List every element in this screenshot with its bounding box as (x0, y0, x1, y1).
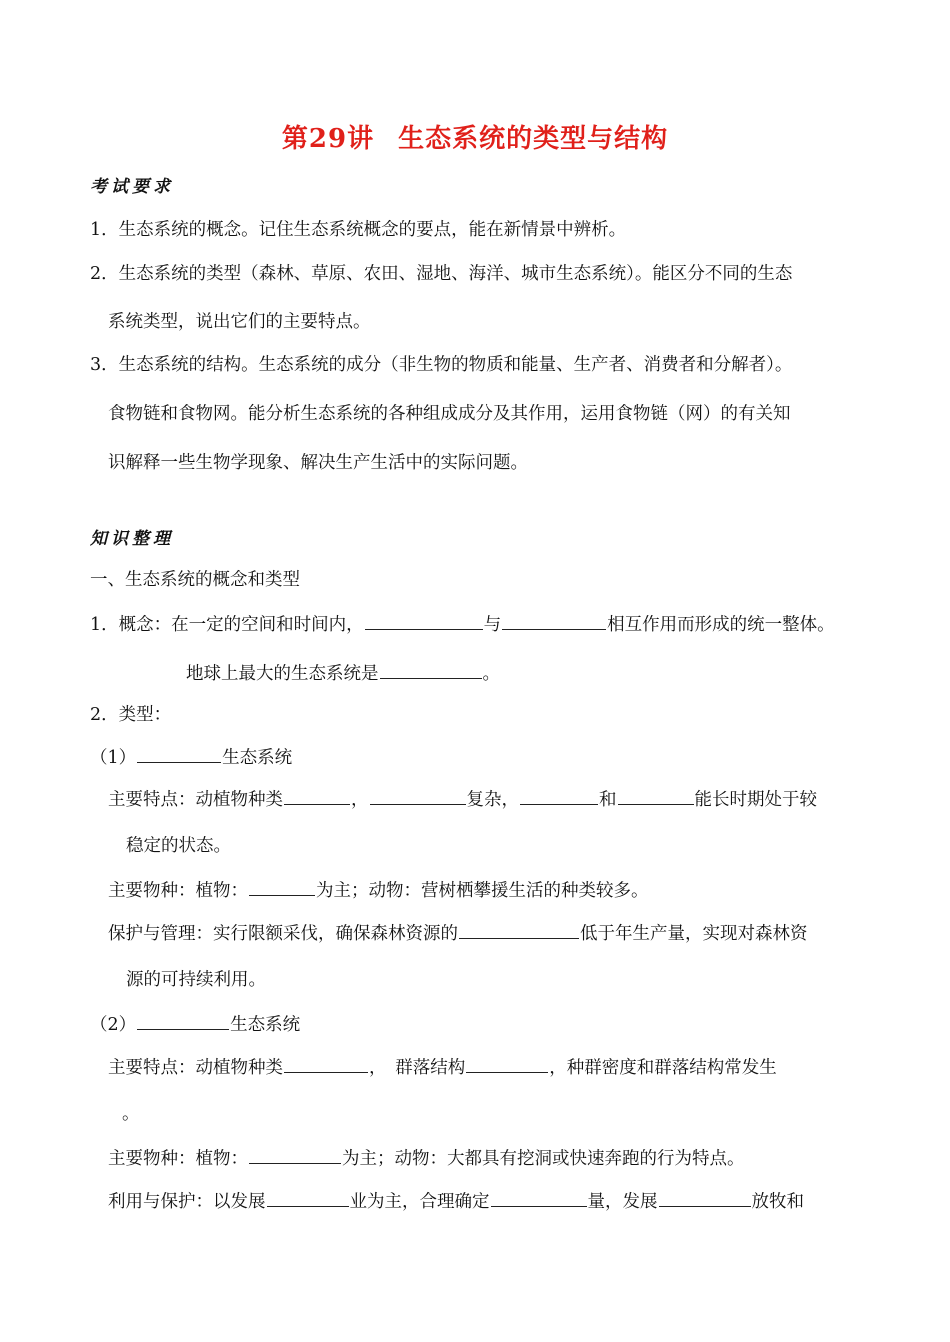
exam-item-2-cont: 系统类型，说出它们的主要特点。 (108, 312, 371, 332)
blank[interactable] (466, 1054, 548, 1073)
blank[interactable] (380, 660, 482, 679)
exam-requirements-heading: 考试要求 (90, 177, 174, 197)
blank[interactable] (249, 1145, 341, 1164)
blank[interactable] (502, 611, 606, 630)
forest-species: 主要物种：植物： 为主；动物：营树栖攀援生活的种类较多。 (108, 877, 649, 903)
forest-features: 主要特点：动植物种类 ， 复杂， 和 能长时期处于较 (108, 786, 817, 812)
grassland-usage: 利用与保护：以发展 业为主，合理确定 量，发展 放牧和 (108, 1188, 804, 1214)
exam-item-3-cont-2: 识解释一些生物学现象、解决生产生活中的实际问题。 (108, 453, 528, 473)
types-label: 2．类型： (90, 705, 172, 725)
concept-line: 1．概念：在一定的空间和时间内， 与 相互作用而形成的统一整体。 (90, 611, 835, 637)
knowledge-heading: 知识整理 (90, 529, 174, 549)
blank[interactable] (284, 786, 350, 805)
blank[interactable] (520, 786, 598, 805)
forest-features-cont: 稳定的状态。 (126, 836, 231, 856)
forest-protection-cont: 源的可持续利用。 (126, 970, 266, 990)
blank[interactable] (137, 744, 221, 763)
grassland-features: 主要特点：动植物种类 ， 群落结构 ，种群密度和群落结构常发生 (108, 1054, 777, 1080)
grassland-species: 主要物种：植物： 为主；动物：大都具有挖洞或快速奔跑的行为特点。 (108, 1145, 745, 1171)
exam-item-3: 3．生态系统的结构。生态系统的成分（非生物的物质和能量、生产者、消费者和分解者）。 (90, 355, 793, 375)
blank[interactable] (370, 786, 466, 805)
exam-item-2: 2．生态系统的类型（森林、草原、农田、湿地、海洋、城市生态系统）。能区分不同的生态 (90, 264, 793, 284)
largest-ecosystem-line: 地球上最大的生态系统是 。 (186, 660, 500, 686)
blank[interactable] (267, 1188, 349, 1207)
grassland-label: （2） 生态系统 (90, 1011, 300, 1037)
lecture-number: 第29讲 (281, 124, 375, 154)
forest-label: （1） 生态系统 (90, 744, 292, 770)
blank[interactable] (618, 786, 694, 805)
exam-item-3-cont-1: 食物链和食物网。能分析生态系统的各种组成成分及其作用，运用食物链（网）的有关知 (108, 404, 791, 424)
blank[interactable] (459, 920, 579, 939)
lecture-topic: 生态系统的类型与结构 (398, 124, 669, 154)
blank[interactable] (491, 1188, 587, 1207)
blank[interactable] (659, 1188, 751, 1207)
forest-protection: 保护与管理：实行限额采伐，确保森林资源的 低于年生产量，实现对森林资 (108, 920, 808, 946)
blank[interactable] (365, 611, 483, 630)
blank[interactable] (284, 1054, 368, 1073)
exam-item-1: 1．生态系统的概念。记住生态系统概念的要点，能在新情景中辨析。 (90, 220, 627, 240)
blank[interactable] (249, 877, 315, 896)
blank[interactable] (137, 1011, 229, 1030)
page-title (0, 118, 950, 155)
grassland-features-cont: 。 (122, 1104, 140, 1124)
part-one-heading: 一、生态系统的概念和类型 (90, 570, 300, 590)
